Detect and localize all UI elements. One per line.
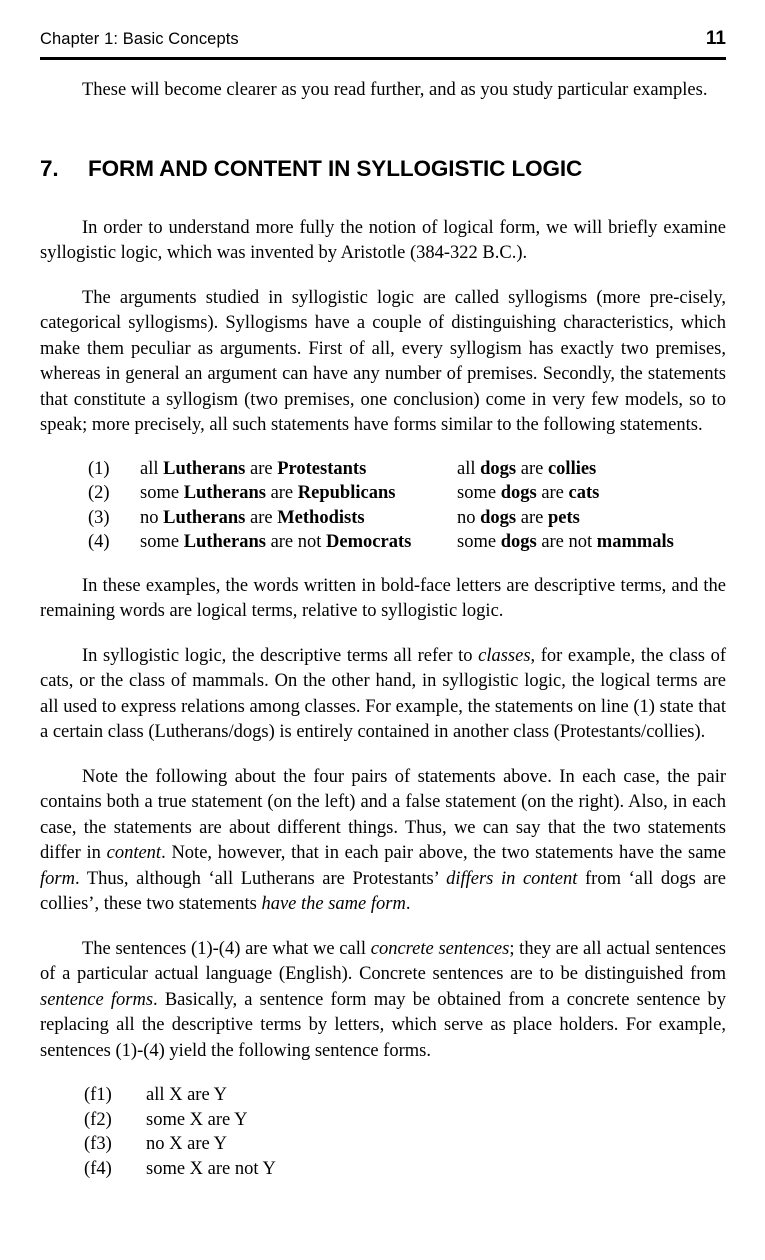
chapter-title: Chapter 1: Basic Concepts	[40, 30, 239, 48]
paragraph-concrete-sentences	[40, 937, 726, 1065]
example-copula: are	[536, 483, 569, 503]
example-statement-list	[40, 457, 726, 555]
paragraph-text: Note the following about the four pairs of statements above. In each case, the pair contains both a true statement (on the left) and a false statement (on the right). Also, in each case, the statements are about different things. Thus, we can say that the two statements differ in	[40, 766, 726, 863]
list-item	[40, 481, 726, 506]
example-subject-term: dogs	[500, 483, 537, 503]
example-predicate-term: mammals	[596, 532, 674, 552]
paragraph-boldface-note	[40, 574, 726, 625]
example-predicate-term: pets	[547, 507, 580, 528]
form-label: (f2)	[84, 1109, 112, 1130]
example-quantifier: no	[140, 507, 164, 528]
example-subject-term: Lutherans	[183, 532, 266, 552]
example-quantifier: all	[457, 458, 481, 479]
page-content	[40, 78, 726, 1181]
example-quantifier: some	[457, 483, 501, 503]
paragraph-text: The arguments studied in syllogistic logic are called syllogisms (more pre-cisely, categorical syllogisms). Syllogisms have a couple of distinguishing characteristics, which make them peculiar as arguments. First of all, every syllogism has exactly two premises, whereas in general an argument can have any number of premises. Secondly, the statements that constitute a syllogism (two premises, one conclusion) come in very few models, so to speak; more precisely, all such statements have forms similar to the following statements.	[40, 287, 726, 435]
example-subject-term: dogs	[480, 458, 517, 479]
header-rule	[40, 57, 726, 60]
paragraph-text: The sentences (1)-(4) are what we call	[82, 938, 371, 959]
list-item	[40, 530, 726, 555]
example-predicate-term: Protestants	[277, 458, 367, 479]
example-subject-term: Lutherans	[163, 507, 246, 528]
paragraph-text: In order to understand more fully the notion of logical form, we will briefly examine syllogistic logic, which was invented by Aristotle (384-322 B.C.).	[40, 217, 726, 263]
form-text: all X are Y	[146, 1085, 227, 1105]
paragraph-text: These will become clearer as you read further, and as you study particular examples.	[82, 80, 708, 100]
example-left-statement	[140, 481, 457, 506]
emphasis-form: form	[40, 868, 75, 889]
example-quantifier: no	[457, 507, 481, 528]
example-predicate-term: Democrats	[326, 532, 412, 552]
paragraph-text: In syllogistic logic, the descriptive terms all refer to	[82, 645, 479, 666]
example-copula: are	[516, 507, 548, 528]
emphasis-sentence-forms: sentence forms	[40, 989, 154, 1010]
emphasis-differs-in-content: differs in content	[446, 868, 578, 889]
list-item	[40, 1132, 726, 1157]
emphasis-classes: classes	[478, 645, 531, 666]
paragraph-text: . Note, however, that in each pair above, the two statements have the same	[161, 843, 727, 863]
example-quantifier: some	[140, 483, 184, 503]
list-item	[40, 1108, 726, 1133]
example-copula: are	[265, 483, 298, 503]
example-copula: are	[245, 507, 278, 528]
example-subject-term: dogs	[480, 507, 517, 528]
paragraph-classes	[40, 644, 726, 746]
section-title: FORM AND CONTENT IN SYLLOGISTIC LOGIC	[88, 155, 583, 181]
form-label: (f4)	[84, 1158, 112, 1179]
example-subject-term: Lutherans	[163, 458, 246, 479]
page-number: 11	[705, 28, 726, 49]
sentence-form-list	[40, 1083, 726, 1181]
section-number: 7.	[40, 155, 59, 181]
paragraph-content-form	[40, 765, 726, 918]
paragraph-aristotle	[40, 216, 726, 267]
section-heading	[40, 156, 726, 182]
example-label: (3)	[88, 507, 110, 528]
form-text: some X are not Y	[146, 1158, 276, 1179]
example-predicate-term: Republicans	[297, 483, 396, 503]
example-predicate-term: collies	[547, 458, 597, 479]
example-right-statement	[457, 481, 599, 506]
form-label: (f3)	[84, 1134, 112, 1154]
paragraph-text: .	[405, 894, 411, 914]
paragraph-text: , for example, the class of cats, or the class of mammals. On the other hand, in syllogistic logic, the logical terms are all used to express relations among classes. For example, the statements on line (1) state that a certain class (Lutherans/dogs) is entirely contained in another class (Protestants/collies).	[40, 645, 726, 742]
example-right-statement	[457, 457, 596, 482]
example-quantifier: all	[140, 458, 164, 479]
example-left-statement	[140, 506, 457, 531]
paragraph-intro	[40, 78, 726, 104]
example-copula: are	[245, 458, 278, 479]
example-right-statement	[457, 530, 674, 555]
form-text: no X are Y	[146, 1134, 227, 1154]
paragraph-text: In these examples, the words written in bold-face letters are descriptive terms, and the remaining words are logical terms, relative to syllogistic logic.	[40, 575, 726, 621]
form-label: (f1)	[84, 1085, 112, 1105]
list-item	[40, 457, 726, 482]
example-label: (1)	[88, 458, 110, 479]
example-label: (4)	[88, 532, 110, 552]
example-left-statement	[140, 530, 457, 555]
list-item	[40, 1157, 726, 1182]
paragraph-syllogisms	[40, 286, 726, 439]
example-left-statement	[140, 457, 457, 482]
paragraph-text: from ‘all dogs are collies’, these two statements	[40, 868, 726, 914]
list-item	[40, 1083, 726, 1108]
example-subject-term: dogs	[500, 532, 537, 552]
example-copula: are	[516, 458, 548, 479]
example-label: (2)	[88, 483, 110, 503]
paragraph-text: . Thus, although ‘all Lutherans are Protestants’	[74, 868, 447, 889]
form-text: some X are Y	[146, 1109, 248, 1130]
example-quantifier: some	[457, 532, 501, 552]
example-right-statement	[457, 506, 580, 531]
example-copula: are not	[536, 532, 597, 552]
example-quantifier: some	[140, 532, 184, 552]
example-copula: are not	[265, 532, 327, 552]
emphasis-content: content	[106, 843, 162, 863]
list-item	[40, 506, 726, 531]
example-predicate-term: cats	[568, 483, 600, 503]
emphasis-have-the-same-form: have the same form	[261, 894, 406, 914]
paragraph-text: ; they are all actual sentences of a particular actual language (English). Concrete sentences are to be distinguished from	[40, 938, 726, 984]
example-predicate-term: Methodists	[277, 507, 365, 528]
running-head	[40, 28, 726, 50]
emphasis-concrete-sentences: concrete sentences	[370, 938, 510, 959]
example-subject-term: Lutherans	[183, 483, 266, 503]
paragraph-text: . Basically, a sentence form may be obtained from a concrete sentence by replacing all the descriptive terms by letters, which serve as place holders. For example, sentences (1)-(4) yield the following sentence forms.	[40, 989, 727, 1061]
